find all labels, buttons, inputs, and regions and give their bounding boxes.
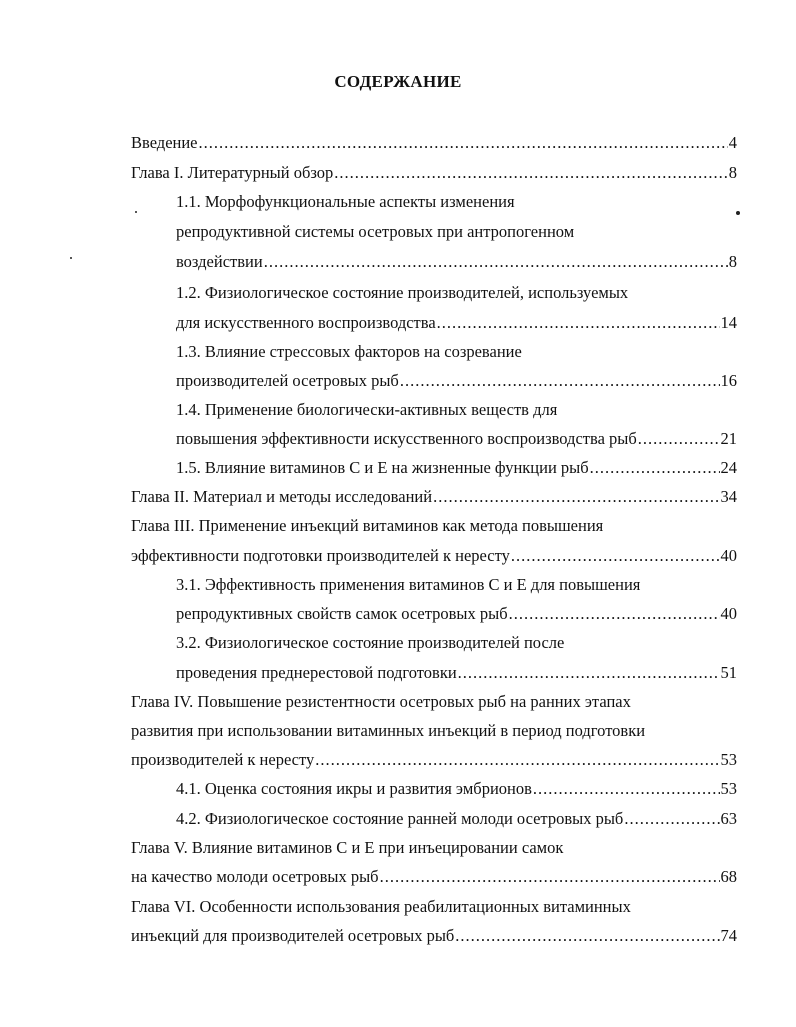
toc-page-number: 14 (720, 313, 737, 332)
toc-page-number: 68 (720, 867, 737, 886)
toc-page-number: 34 (720, 487, 737, 506)
toc-page-number: 40 (720, 546, 737, 565)
leader-dots (199, 132, 728, 154)
toc-page-number: 4 (728, 133, 737, 152)
leader-dots (433, 486, 719, 508)
toc-page-number: 8 (728, 163, 737, 182)
toc-entry-chapter-5 (131, 866, 737, 888)
toc-entry-1-1-line-1: 1.1. Морфофункциональные аспекты изменения (176, 192, 515, 211)
toc-entry-1-5 (176, 457, 737, 479)
leader-dots (315, 749, 719, 771)
toc-entry-3-1-line-1: 3.1. Эффективность применения витаминов С и Е для повышения (176, 575, 641, 594)
toc-entry-text: репродуктивных свойств самок осетровых рыб (176, 604, 508, 623)
toc-entry-text: Глава II. Материал и методы исследований (131, 487, 433, 506)
leader-dots (638, 428, 720, 450)
toc-entry-4-2 (176, 808, 737, 830)
toc-page-number: 53 (720, 779, 737, 798)
toc-entry-text: Введение (131, 133, 198, 152)
toc-entry-text: эффективности подготовки производителей к нересту (131, 546, 510, 565)
toc-entry-1-1 (176, 251, 737, 273)
leader-dots (437, 312, 720, 334)
toc-entry-chapter-4-line-1: Глава IV. Повышение резистентности осетровых рыб на ранних этапах (131, 692, 631, 711)
toc-entry-text: на качество молоди осетровых рыб (131, 867, 379, 886)
toc-entry-text: 1.5. Влияние витаминов С и Е на жизненные функции рыб (176, 458, 589, 477)
scan-speck (70, 257, 72, 259)
toc-entry-1-4 (176, 428, 737, 450)
toc-page-number: 74 (720, 926, 737, 945)
leader-dots (458, 662, 720, 684)
leader-dots (533, 778, 720, 800)
toc-entry-chapter-2 (131, 486, 737, 508)
leader-dots (400, 370, 720, 392)
toc-entry-1-2 (176, 312, 737, 334)
toc-entry-1-3-line-1: 1.3. Влияние стрессовых факторов на созревание (176, 342, 522, 361)
toc-page-number: 51 (720, 663, 737, 682)
toc-entry-text: производителей к нересту (131, 750, 315, 769)
toc-entry-introduction (131, 132, 737, 154)
toc-entry-chapter-4 (131, 749, 737, 771)
toc-entry-text: 4.2. Физиологическое состояние ранней молоди осетровых рыб (176, 809, 624, 828)
toc-entry-text: производителей осетровых рыб (176, 371, 399, 390)
toc-entry-1-2-line-1: 1.2. Физиологическое состояние производителей, используемых (176, 283, 629, 302)
toc-entry-chapter-4-line-2: развития при использовании витаминных инъекций в период подготовки (131, 721, 646, 740)
toc-entry-chapter-6 (131, 925, 737, 947)
toc-entry-text: Глава I. Литературный обзор (131, 163, 334, 182)
toc-page-number: 40 (720, 604, 737, 623)
leader-dots (334, 162, 727, 184)
toc-entry-text: повышения эффективности искусственного воспроизводства рыб (176, 429, 637, 448)
toc-entry-3-2-line-1: 3.2. Физиологическое состояние производителей после (176, 633, 565, 652)
scan-speck (135, 211, 137, 213)
toc-entry-chapter-6-line-1: Глава VI. Особенности использования реабилитационных витаминных (131, 897, 631, 916)
page-title: СОДЕРЖАНИЕ (334, 72, 462, 91)
toc-entry-1-4-line-1: 1.4. Применение биологически-активных веществ для (176, 400, 558, 419)
toc-entry-text: воздействии (176, 252, 263, 271)
toc-entry-4-1 (176, 778, 737, 800)
toc-entry-1-1-line-2: репродуктивной системы осетровых при антропогенном (176, 222, 575, 241)
toc-page-number: 8 (728, 252, 737, 271)
toc-page-number: 63 (720, 809, 737, 828)
toc-entry-text: для искусственного воспроизводства (176, 313, 436, 332)
leader-dots (509, 603, 720, 625)
toc-page-number: 53 (720, 750, 737, 769)
toc-entry-text: инъекций для производителей осетровых рыб (131, 926, 455, 945)
toc-entry-1-3 (176, 370, 737, 392)
leader-dots (455, 925, 719, 947)
scan-speck (736, 211, 740, 215)
toc-page-number: 21 (720, 429, 737, 448)
toc-page-number: 24 (720, 458, 737, 477)
leader-dots (511, 545, 720, 567)
toc-page-number: 16 (720, 371, 737, 390)
toc-entry-chapter-3 (131, 545, 737, 567)
toc-entry-3-2 (176, 662, 737, 684)
toc-entry-chapter-3-line-1: Глава III. Применение инъекций витаминов как метода повышения (131, 516, 604, 535)
leader-dots (624, 808, 719, 830)
leader-dots (264, 251, 728, 273)
leader-dots (380, 866, 720, 888)
toc-entry-text: проведения преднерестовой подготовки (176, 663, 457, 682)
toc-entry-text: 4.1. Оценка состояния икры и развития эмбрионов (176, 779, 532, 798)
toc-entry-chapter-1 (131, 162, 737, 184)
toc-entry-chapter-5-line-1: Глава V. Влияние витаминов С и Е при инъецировании самок (131, 838, 564, 857)
leader-dots (590, 457, 720, 479)
toc-entry-3-1 (176, 603, 737, 625)
